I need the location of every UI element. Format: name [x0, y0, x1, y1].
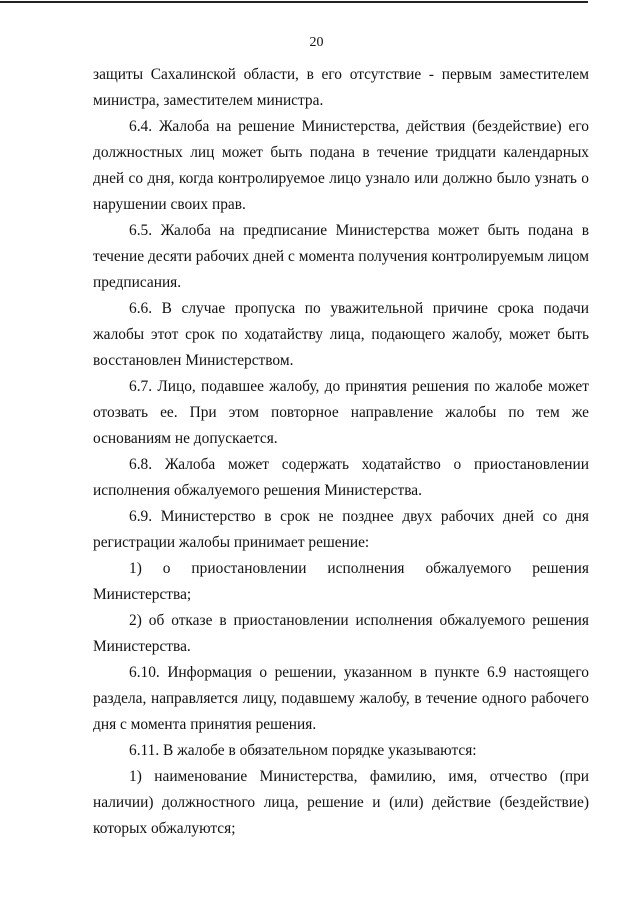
paragraph-6-11: 6.11. В жалобе в обязательном порядке указываются: [129, 742, 477, 759]
list-item-6-11-1: 1) наименование Министерства, фамилию, имя, отчество (при наличии) должностного лица, решение и (или) действие (бездействие) которых обжалуются; [93, 768, 589, 837]
paragraph-6-5: 6.5. Жалоба на предписание Министерства может быть подана в течение десяти рабочих дней с момента получения контролируемым лицом предписания. [93, 222, 589, 291]
paragraph-6-9: 6.9. Министерство в срок не позднее двух рабочих дней со дня регистрации жалобы принимает решение: [93, 508, 589, 551]
list-item-6-9-2: 2) об отказе в приостановлении исполнения обжалуемого решения Министерства. [93, 612, 589, 655]
paragraph-6-4: 6.4. Жалоба на решение Министерства, действия (бездействие) его должностных лиц может быть подана в течение тридцати календарных дней со дня, когда контролируемое лицо узнало или должно было узнать о нарушении своих прав. [93, 118, 589, 213]
list-item-6-9-1: 1) о приостановлении исполнения обжалуемого решения Министерства; [93, 560, 589, 603]
page-number: 20 [309, 35, 324, 50]
paragraph-6-7: 6.7. Лицо, подавшее жалобу, до принятия решения по жалобе может отозвать ее. При этом повторное направление жалобы по тем же основаниям не допускается. [93, 378, 589, 447]
paragraph-6-6: 6.6. В случае пропуска по уважительной причине срока подачи жалобы этот срок по ходатайству лица, подающего жалобу, может быть восстановлен Министерством. [93, 300, 589, 369]
paragraph-6-10: 6.10. Информация о решении, указанном в пункте 6.9 настоящего раздела, направляется лицу, подавшему жалобу, в течение одного рабочего дня с момента принятия решения. [93, 664, 589, 733]
document-body [93, 62, 589, 842]
paragraph-6-8: 6.8. Жалоба может содержать ходатайство о приостановлении исполнения обжалуемого решения Министерства. [93, 456, 589, 499]
top-rule [0, 1, 588, 3]
paragraph-continuation: защиты Сахалинской области, в его отсутствие - первым заместителем министра, заместителем министра. [93, 66, 589, 109]
